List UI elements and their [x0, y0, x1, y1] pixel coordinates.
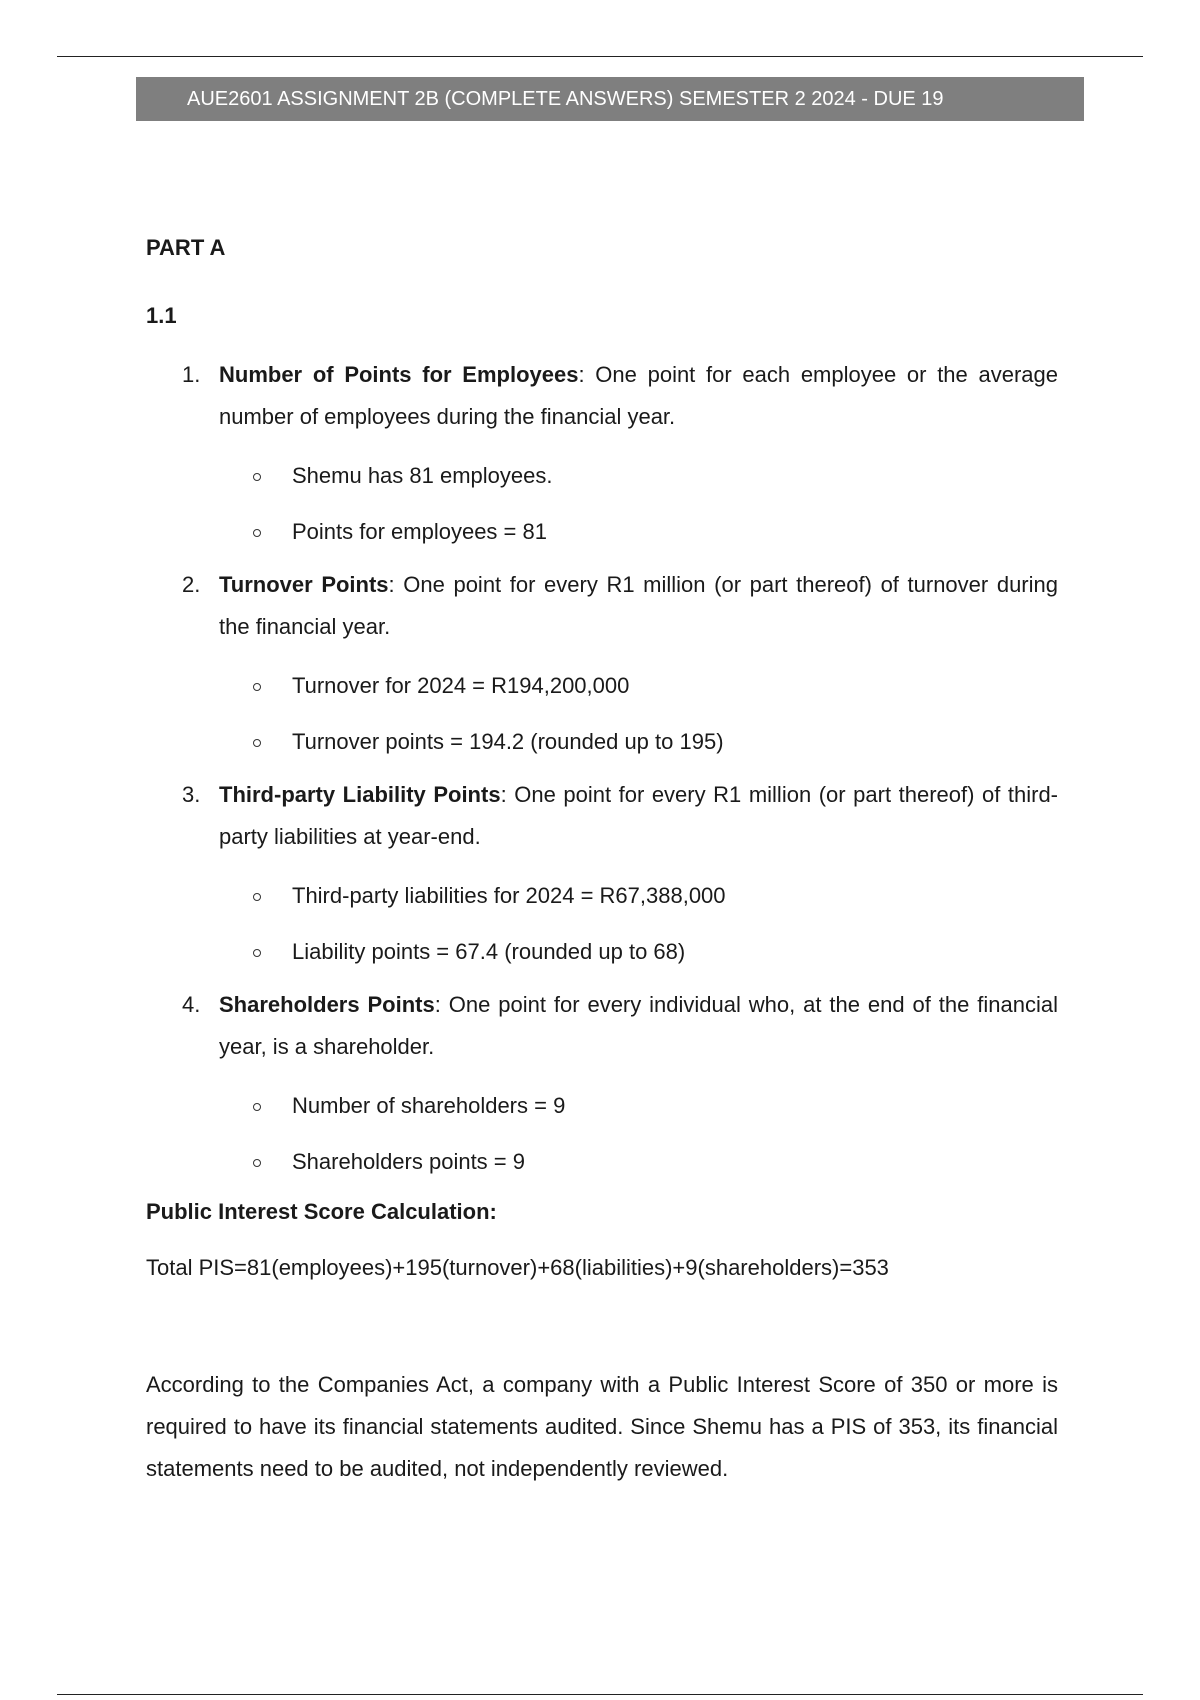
- part-heading: PART A: [146, 235, 226, 260]
- sub-item-text: Points for employees = 81: [292, 519, 547, 544]
- circle-bullet-icon: [253, 529, 261, 537]
- section-number: 1.1: [146, 303, 177, 328]
- item-number: 3.: [182, 782, 201, 807]
- sub-list-item: [219, 458, 1058, 494]
- item-description: : One point for every R1 million (or part thereof) of third-party liabilities at year-end.: [219, 782, 1058, 849]
- item-number: 1.: [182, 362, 201, 387]
- sub-list: [219, 878, 1058, 970]
- sub-item-text: Third-party liabilities for 2024 = R67,388,000: [292, 883, 726, 908]
- list-item: [146, 564, 1058, 760]
- item-description: : One point for every R1 million (or part thereof) of turnover during the financial year.: [219, 572, 1058, 639]
- list-item: [146, 774, 1058, 970]
- sub-list-item: [219, 1144, 1058, 1180]
- sub-list-item: [219, 724, 1058, 760]
- sub-item-text: Number of shareholders = 9: [292, 1093, 566, 1118]
- top-rule: [57, 56, 1143, 57]
- item-text: [219, 774, 1058, 858]
- sub-item-text: Turnover points = 194.2 (rounded up to 195): [292, 729, 724, 754]
- circle-bullet-icon: [253, 473, 261, 481]
- sub-item-text: Shareholders points = 9: [292, 1149, 525, 1174]
- item-number: 4.: [182, 992, 201, 1017]
- circle-bullet-icon: [253, 893, 261, 901]
- item-title: Shareholders Points: [219, 992, 435, 1017]
- sub-item-text: Turnover for 2024 = R194,200,000: [292, 673, 630, 698]
- circle-bullet-icon: [253, 683, 261, 691]
- sub-list-item: [219, 934, 1058, 970]
- item-title: Third-party Liability Points: [219, 782, 501, 807]
- item-title: Number of Points for Employees: [219, 362, 579, 387]
- circle-bullet-icon: [253, 739, 261, 747]
- sub-item-text: Liability points = 67.4 (rounded up to 68): [292, 939, 686, 964]
- sub-list-item: [219, 514, 1058, 550]
- conclusion-paragraph: According to the Companies Act, a company with a Public Interest Score of 350 or more is required to have its financial statements audited. Since Shemu has a PIS of 353, its financial statements need to be audited, not independently reviewed.: [146, 1372, 1058, 1481]
- sub-list: [219, 668, 1058, 760]
- circle-bullet-icon: [253, 949, 261, 957]
- sub-list-item: [219, 878, 1058, 914]
- item-title: Turnover Points: [219, 572, 389, 597]
- item-description: : One point for each employee or the average number of employees during the financial year.: [219, 362, 1058, 429]
- bottom-rule: [57, 1694, 1143, 1695]
- list-item: [146, 354, 1058, 550]
- item-description: : One point for every individual who, at the end of the financial year, is a shareholder.: [219, 992, 1059, 1059]
- sub-list: [219, 1088, 1058, 1180]
- calculation-heading: Public Interest Score Calculation:: [146, 1199, 497, 1224]
- calculation-formula: Total PIS=81(employees)+195(turnover)+68(liabilities)+9(shareholders)=353: [146, 1255, 889, 1280]
- item-number: 2.: [182, 572, 201, 597]
- item-text: [219, 984, 1058, 1068]
- circle-bullet-icon: [253, 1159, 261, 1167]
- item-text: [219, 354, 1058, 438]
- item-text: [219, 564, 1058, 648]
- header-banner: AUE2601 ASSIGNMENT 2B (COMPLETE ANSWERS) SEMESTER 2 2024 - DUE 19: [136, 77, 1084, 121]
- circle-bullet-icon: [253, 1103, 261, 1111]
- sub-list-item: [219, 1088, 1058, 1124]
- list-item: [146, 984, 1058, 1180]
- document-body: [146, 230, 1058, 1490]
- sub-item-text: Shemu has 81 employees.: [292, 463, 553, 488]
- sub-list-item: [219, 668, 1058, 704]
- sub-list: [219, 458, 1058, 550]
